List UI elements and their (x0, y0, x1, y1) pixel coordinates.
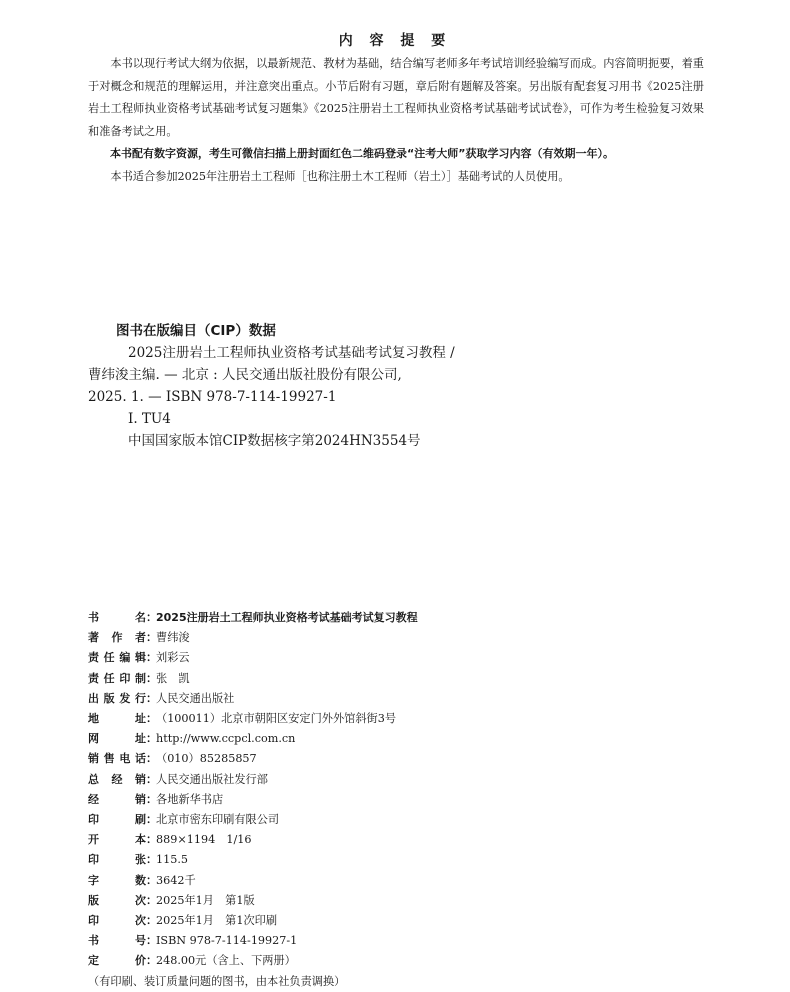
imprint-row: 总经销 ： 人民交通出版社发行部 (88, 770, 688, 790)
abstract-paragraph: 本书以现行考试大纲为依据，以最新规范、教材为基础，结合编写老师多年考试培训经验编写而成。内容简明扼要，着重于对概念和规范的理解运用，并注意突出重点。小节后附有习题，章后附有题解及答案。另出版有配套复习用书《2025注册岩土工程师执业资格考试基础考试复习题集》《2025注册岩土工程师执业资格考试基础考试试卷》，可作为考生检验复习效果和准备考试之用。 (88, 57, 704, 138)
imprint-label: 印刷 (88, 813, 146, 827)
imprint-label: 地址 (88, 712, 146, 726)
imprint-value: 张 凯 (156, 671, 190, 685)
cip-line: Ⅰ. TU4 (128, 411, 171, 427)
imprint-row: 开本 ： 889×1194 1/16 (88, 830, 688, 850)
imprint-label: 版次 (88, 893, 146, 907)
imprint-label: 经销 (88, 792, 146, 806)
imprint-value: 北京市密东印刷有限公司 (156, 813, 280, 827)
imprint-value: 248.00元（含上、下两册） (156, 954, 296, 968)
imprint-value: 2025年1月 第1次印刷 (156, 914, 278, 928)
imprint-label: 网址 (88, 732, 146, 746)
imprint-row: 印次 ： 2025年1月 第1次印刷 (88, 911, 688, 931)
imprint-row: 地址 ： （100011）北京市朝阳区安定门外外馆斜街3号 (88, 709, 688, 729)
imprint-label: 书号 (88, 934, 146, 948)
cip-title: 图书在版编目（CIP）数据 (116, 323, 276, 339)
cip-line: 2025注册岩土工程师执业资格考试基础考试复习教程 / (128, 345, 455, 361)
imprint-value: 2025年1月 第1版 (156, 893, 255, 907)
imprint-row: 字数 ： 3642千 (88, 871, 688, 891)
imprint-row: 销售电话 ： （010）85285857 (88, 749, 688, 769)
cip-line: 2025. 1. — ISBN 978-7-114-19927-1 (88, 389, 337, 405)
imprint-row: 网址 ： http://www.ccpcl.com.cn (88, 729, 688, 749)
imprint-value: （010）85285857 (156, 752, 257, 766)
abstract-title: 内 容 提 要 (338, 33, 452, 49)
imprint-row: 经销 ： 各地新华书店 (88, 790, 688, 810)
imprint-website: http://www.ccpcl.com.cn (156, 732, 296, 746)
imprint-row: 印刷 ： 北京市密东印刷有限公司 (88, 810, 688, 830)
imprint-value: 人民交通出版社发行部 (156, 772, 268, 786)
cip-data-block (88, 320, 556, 452)
imprint-label: 销售电话 (88, 752, 146, 766)
imprint-value: （100011）北京市朝阳区安定门外外馆斜街3号 (156, 712, 397, 726)
imprint-row: 责任印制 ： 张 凯 (88, 669, 688, 689)
imprint-label: 定价 (88, 954, 146, 968)
abstract-section (88, 53, 704, 188)
imprint-label: 印次 (88, 914, 146, 928)
imprint-label: 总经销 (88, 772, 146, 786)
imprint-label: 出版发行 (88, 691, 146, 705)
imprint-value: ISBN 978-7-114-19927-1 (156, 934, 298, 948)
imprint-row-title: 书名 ： 2025注册岩土工程师执业资格考试基础考试复习教程 (88, 608, 688, 628)
imprint-row: 著作者 ： 曹纬浚 (88, 628, 688, 648)
imprint-value: 曹纬浚 (156, 631, 190, 645)
imprint-value: 人民交通出版社 (156, 691, 235, 705)
abstract-digital-resource-note: 本书配有数字资源，考生可微信扫描上册封面红色二维码登录“注考大师”获取学习内容（有效期一年）。 (110, 147, 614, 160)
imprint-block (88, 608, 688, 992)
imprint-value: 889×1194 1/16 (156, 833, 252, 847)
imprint-row: 印张 ： 115.5 (88, 850, 688, 870)
abstract-audience: 本书适合参加2025年注册岩土工程师［也称注册土木工程师（岩土）］基础考试的人员使用。 (110, 169, 570, 183)
imprint-label: 字数 (88, 873, 146, 887)
imprint-quality-note: （有印刷、装订质量问题的图书，由本社负责调换） (88, 974, 346, 988)
imprint-value: 各地新华书店 (156, 792, 224, 806)
imprint-label: 印张 (88, 853, 146, 867)
imprint-row: 责任编辑 ： 刘彩云 (88, 648, 688, 668)
imprint-label: 著作者 (88, 631, 146, 645)
imprint-row: 版次 ： 2025年1月 第1版 (88, 891, 688, 911)
cip-line: 曹纬浚主编. — 北京 : 人民交通出版社股份有限公司, (88, 367, 402, 383)
imprint-row: 出版发行 ： 人民交通出版社 (88, 689, 688, 709)
cip-line: 中国国家版本馆CIP数据核字第2024HN3554号 (128, 433, 421, 449)
imprint-value: 115.5 (156, 853, 189, 867)
imprint-label: 责任编辑 (88, 651, 146, 665)
imprint-value: 2025注册岩土工程师执业资格考试基础考试复习教程 (156, 611, 418, 624)
imprint-row: 书号 ： ISBN 978-7-114-19927-1 (88, 931, 688, 951)
imprint-row: 定价 ： 248.00元（含上、下两册） (88, 951, 688, 971)
imprint-label: 责任印制 (88, 671, 146, 685)
imprint-value: 刘彩云 (156, 651, 190, 665)
imprint-value: 3642千 (156, 873, 196, 887)
imprint-label: 开本 (88, 833, 146, 847)
imprint-label: 书名 (88, 611, 146, 624)
